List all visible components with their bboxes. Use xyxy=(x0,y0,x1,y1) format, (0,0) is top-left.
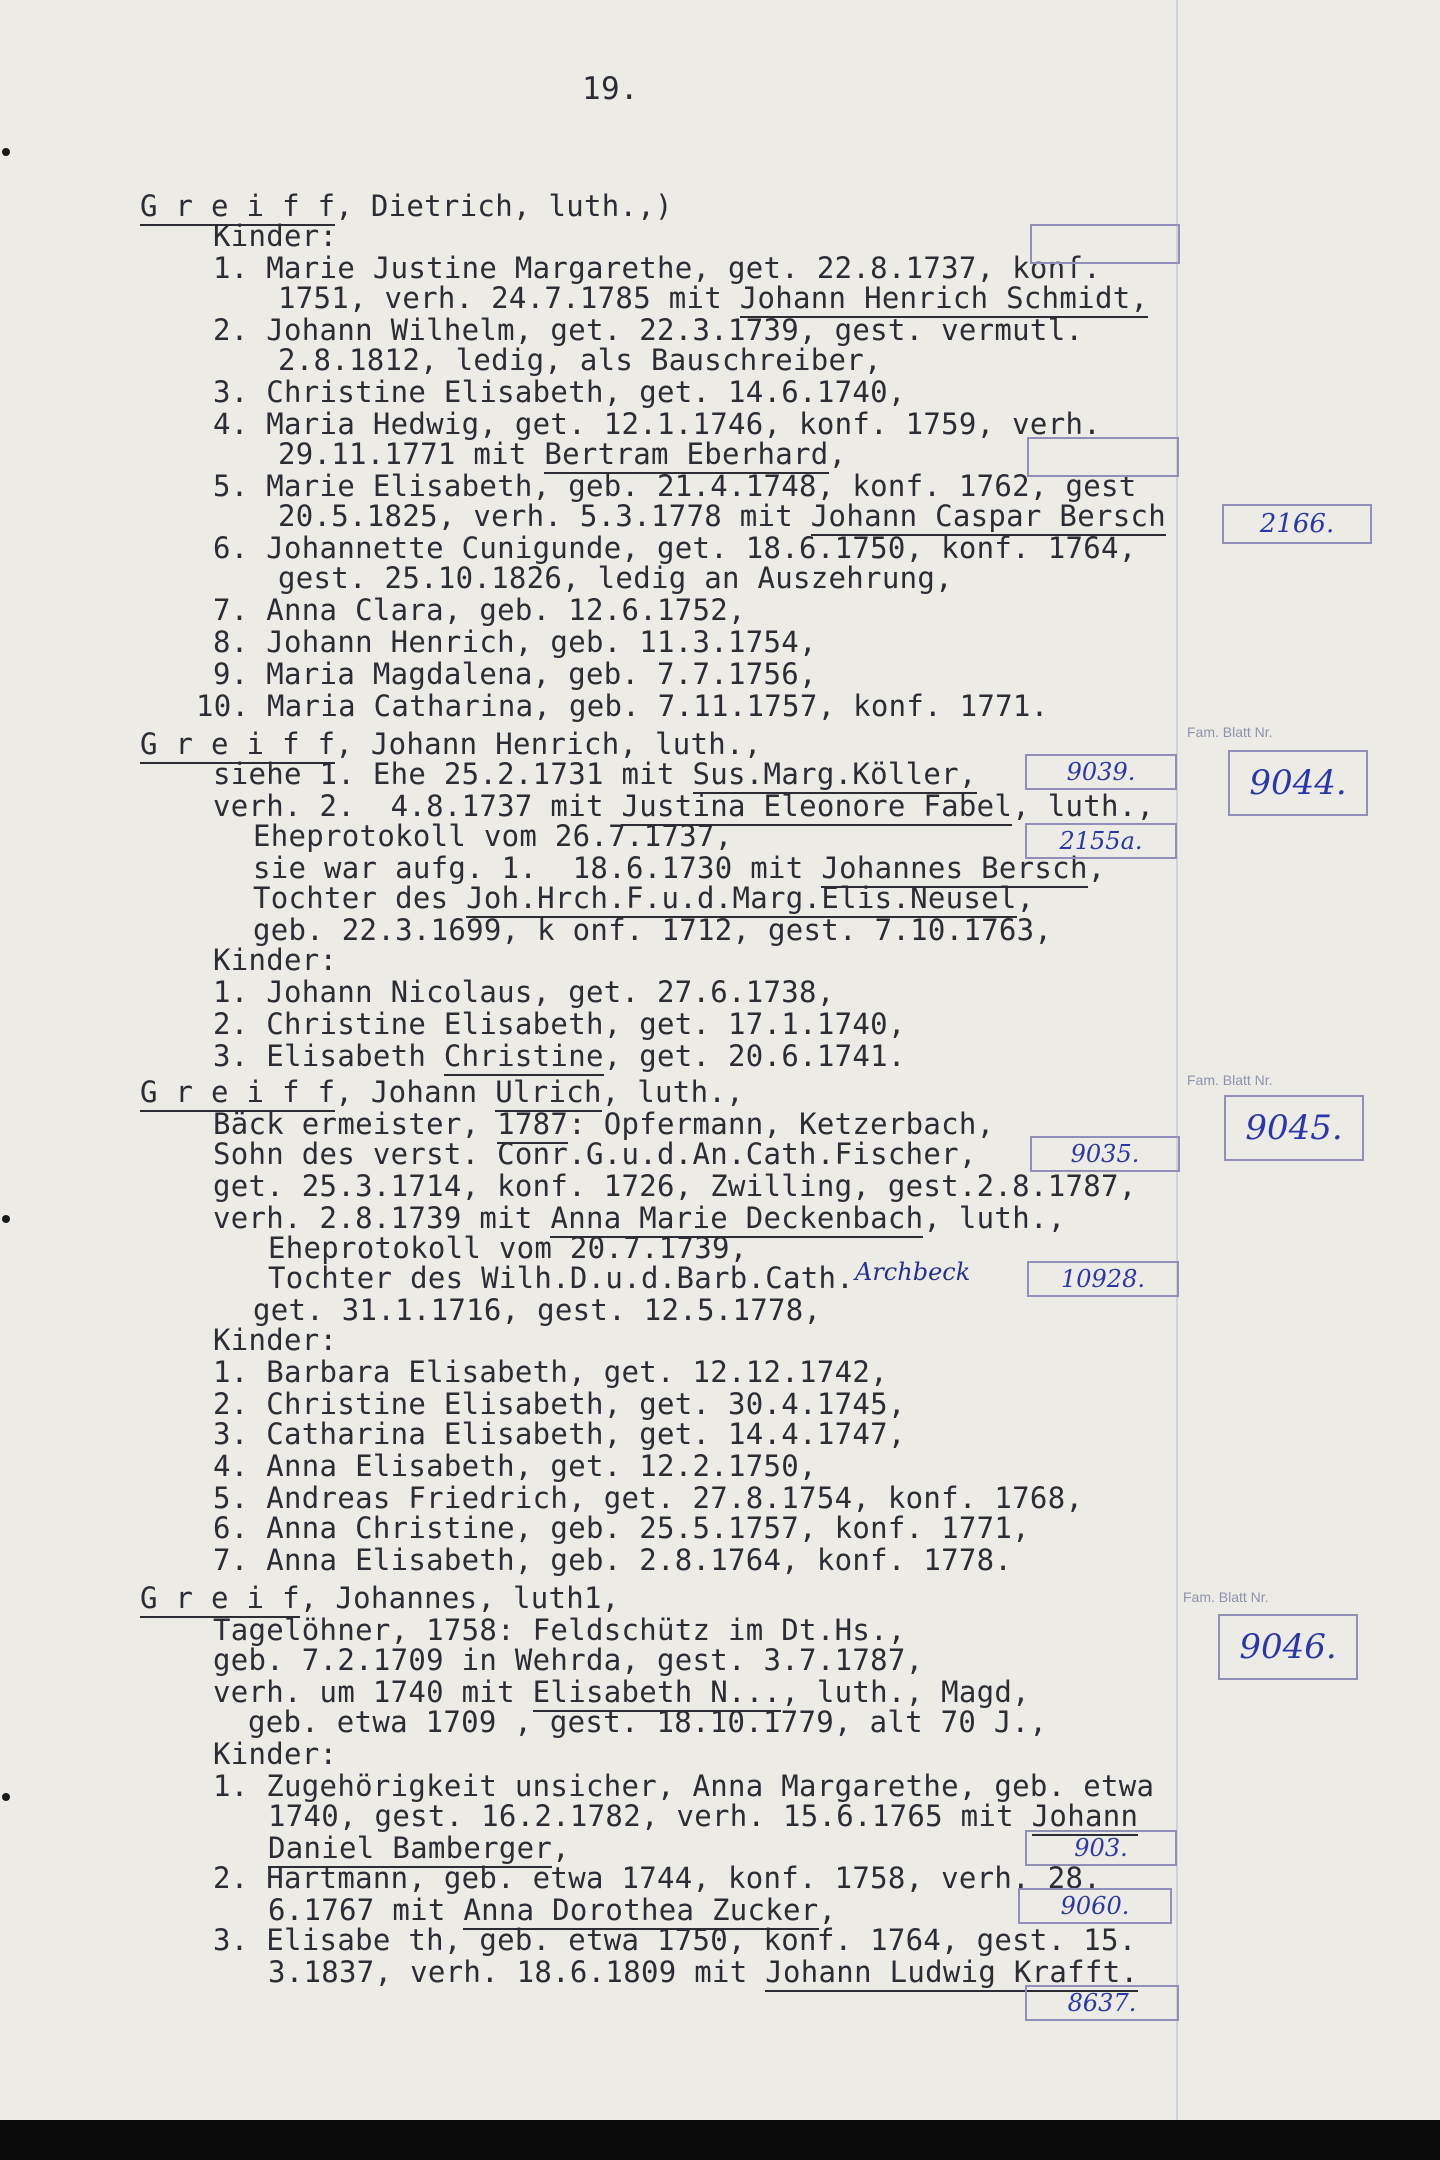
family-sheet-number-box xyxy=(1027,437,1179,477)
text-segment: , xyxy=(1087,851,1106,885)
underlined-name: Christine xyxy=(444,1039,604,1076)
text-segment: 10. Maria Catharina, geb. 7.11.1757, konf. 1771. xyxy=(196,689,1049,723)
text-segment: geb. 22.3.1699, k onf. 1712, gest. 7.10.1763, xyxy=(253,913,1053,947)
page-number: 19. xyxy=(582,71,639,107)
text-segment: 6. Anna Christine, geb. 25.5.1757, konf. 1771, xyxy=(213,1511,1030,1545)
text-segment: , xyxy=(828,437,847,471)
underlined-name: Elisabeth N... xyxy=(533,1675,782,1712)
text-segment: 2.8.1812, ledig, als Bauschreiber, xyxy=(278,343,882,377)
text-segment: 4. Maria Hedwig, get. 12.1.1746, konf. 1759, verh. xyxy=(213,407,1101,441)
underlined-name: Anna Dorothea Zucker xyxy=(463,1893,818,1930)
text-segment: 8. Johann Henrich, geb. 11.3.1754, xyxy=(213,625,817,659)
family-sheet-number-box: 9035. xyxy=(1030,1136,1180,1172)
text-segment: Eheprotokoll vom 20.7.1739, xyxy=(268,1231,748,1265)
underlined-name: G r e i f f xyxy=(140,1075,335,1112)
handwritten-note: Archbeck xyxy=(855,1258,971,1286)
text-line xyxy=(213,1389,906,1419)
text-segment: 2. Johann Wilhelm, get. 22.3.1739, gest. vermutl. xyxy=(213,313,1084,347)
text-segment: , luth., xyxy=(1012,789,1155,823)
family-sheet-number-box: 8637. xyxy=(1025,1985,1179,2021)
text-line xyxy=(268,1895,836,1925)
text-line xyxy=(196,691,1048,721)
text-line xyxy=(213,1545,1012,1575)
text-segment: : Opfermann, Ketzerbach, xyxy=(568,1107,995,1141)
family-sheet-number-box: 9045. xyxy=(1224,1095,1364,1161)
text-segment: 7. Anna Clara, geb. 12.6.1752, xyxy=(213,593,746,627)
text-segment: Tochter des Wilh.D.u.d.Barb.Cath. xyxy=(268,1261,855,1295)
underlined-name: Joh.Hrch.F.u.d.Marg.Elis.Neusel xyxy=(466,881,1017,918)
text-line xyxy=(213,977,835,1007)
text-segment: Tochter des xyxy=(253,881,467,915)
text-segment: 3. Elisabe th, geb. etwa 1750, konf. 1764, gest. 15. xyxy=(213,1923,1137,1957)
text-segment: , Johannes, luth1, xyxy=(299,1581,620,1615)
text-line xyxy=(213,627,817,657)
text-segment: verh. um 1740 mit xyxy=(213,1675,533,1709)
text-segment: , xyxy=(552,1831,570,1865)
text-line xyxy=(268,1233,748,1263)
text-line xyxy=(140,729,762,759)
text-line xyxy=(213,1203,1065,1233)
text-segment: 20.5.1825, verh. 5.3.1778 mit xyxy=(278,499,811,533)
text-line xyxy=(213,1451,817,1481)
text-line xyxy=(213,1109,994,1139)
text-line xyxy=(278,501,1166,531)
text-segment: Bäck ermeister, xyxy=(213,1107,498,1141)
punch-mark-icon xyxy=(2,148,10,156)
text-line xyxy=(213,1357,888,1387)
fam-blatt-label: Fam. Blatt Nr. xyxy=(1187,724,1273,740)
text-line xyxy=(278,283,1148,313)
text-segment: 3. Elisabeth xyxy=(213,1039,444,1073)
text-segment: 3. Catharina Elisabeth, get. 14.4.1747, xyxy=(213,1417,906,1451)
text-segment: 7. Anna Elisabeth, geb. 2.8.1764, konf. 1778. xyxy=(213,1543,1013,1577)
text-line xyxy=(253,883,1034,913)
underlined-name: Bertram Eberhard xyxy=(544,437,828,474)
text-segment: verh. 2. 4.8.1737 mit xyxy=(213,789,622,823)
text-segment: , Dietrich, luth.,) xyxy=(335,189,673,223)
underlined-name: Johann Ludwig Krafft. xyxy=(765,1955,1138,1992)
text-line xyxy=(213,759,977,789)
margin-rule xyxy=(1176,0,1178,2120)
text-segment: , xyxy=(1016,881,1035,915)
text-segment: 6.1767 mit xyxy=(268,1893,464,1927)
text-line xyxy=(213,1513,1030,1543)
text-segment: Kinder: xyxy=(213,219,338,253)
text-segment: 3.1837, verh. 18.6.1809 mit xyxy=(268,1955,766,1989)
text-segment: , luth., Magd, xyxy=(781,1675,1030,1709)
fam-blatt-label: Fam. Blatt Nr. xyxy=(1183,1589,1269,1605)
text-segment: Kinder: xyxy=(213,1323,338,1357)
text-segment: , luth., xyxy=(601,1075,744,1109)
text-line xyxy=(253,821,733,851)
text-line xyxy=(213,377,906,407)
text-line xyxy=(213,1139,977,1169)
text-segment: 5. Marie Elisabeth, geb. 21.4.1748, konf. 1762, gest xyxy=(213,469,1137,503)
text-line xyxy=(213,471,1137,501)
text-segment: Kinder: xyxy=(213,943,338,977)
text-line xyxy=(213,1615,906,1645)
text-segment: 9. Maria Magdalena, geb. 7.7.1756, xyxy=(213,657,817,691)
text-line xyxy=(253,1295,821,1325)
text-line xyxy=(213,1645,923,1675)
underlined-name: G r e i f f xyxy=(140,189,335,226)
text-segment: geb. 7.2.1709 in Wehrda, gest. 3.7.1787, xyxy=(213,1643,924,1677)
text-segment: 4. Anna Elisabeth, get. 12.2.1750, xyxy=(213,1449,817,1483)
family-sheet-number-box: 9060. xyxy=(1018,1888,1172,1924)
text-segment: Sohn des verst. Conr.G.u.d.An.Cath.Fischer, xyxy=(213,1137,977,1171)
text-line xyxy=(213,595,746,625)
text-line xyxy=(213,1925,1137,1955)
underlined-name: Anna Marie Deckenbach xyxy=(550,1201,923,1238)
text-line xyxy=(213,253,1101,283)
family-sheet-number-box: 9039. xyxy=(1025,754,1177,790)
text-line xyxy=(248,1707,1047,1737)
text-segment: Kinder: xyxy=(213,1737,338,1771)
underlined-name: Johann Caspar Bersch xyxy=(811,499,1166,536)
text-segment: 2. Christine Elisabeth, get. 17.1.1740, xyxy=(213,1007,906,1041)
text-segment: 1. Zugehörigkeit unsicher, Anna Margarethe, geb. etwa xyxy=(213,1769,1155,1803)
text-segment: get. 31.1.1716, gest. 12.5.1778, xyxy=(253,1293,822,1327)
text-line xyxy=(213,1771,1154,1801)
text-segment: , luth., xyxy=(923,1201,1066,1235)
text-segment: 6. Johannette Cunigunde, get. 18.6.1750, konf. 1764, xyxy=(213,531,1137,565)
text-line xyxy=(278,345,882,375)
text-line xyxy=(213,533,1137,563)
text-segment: 1. Barbara Elisabeth, get. 12.12.1742, xyxy=(213,1355,888,1389)
text-line xyxy=(213,659,817,689)
text-line xyxy=(140,191,673,221)
family-sheet-number-box: 903. xyxy=(1025,1830,1177,1866)
text-line xyxy=(278,439,846,469)
text-segment: , Johann xyxy=(335,1075,496,1109)
text-segment: 29.11.1771 mit xyxy=(278,437,545,471)
text-segment: gest. 25.10.1826, ledig an Auszehrung, xyxy=(278,561,953,595)
text-segment: geb. etwa 1709 , gest. 18.10.1779, alt 70 J., xyxy=(248,1705,1048,1739)
text-line xyxy=(213,1863,1101,1893)
text-segment: sie war aufg. 1. 18.6.1730 mit xyxy=(253,851,822,885)
text-line xyxy=(213,409,1101,439)
underlined-name: 1787 xyxy=(497,1107,568,1144)
underlined-name: Sus.Marg.Köller, xyxy=(693,757,977,794)
underlined-name: G r e i f xyxy=(140,1581,300,1618)
family-sheet-number-box: 9046. xyxy=(1218,1614,1358,1680)
family-sheet-number-box: 9044. xyxy=(1228,750,1368,816)
text-line xyxy=(253,853,1105,883)
text-segment: Tagelöhner, 1758: Feldschütz im Dt.Hs., xyxy=(213,1613,906,1647)
text-line xyxy=(140,1077,744,1107)
underlined-name: G r e i f f xyxy=(140,727,335,764)
underlined-name: Justina Eleonore Fabel xyxy=(621,789,1012,826)
text-segment: , xyxy=(818,1893,837,1927)
text-segment: 1. Marie Justine Margarethe, get. 22.8.1737, konf. xyxy=(213,251,1101,285)
text-line xyxy=(268,1263,854,1293)
text-line xyxy=(213,791,1154,821)
family-sheet-number-box: 10928. xyxy=(1027,1261,1179,1297)
text-segment: siehe 1. Ehe 25.2.1731 mit xyxy=(213,757,693,791)
text-line xyxy=(213,1739,337,1769)
punch-mark-icon xyxy=(2,1215,10,1223)
text-segment: verh. 2.8.1739 mit xyxy=(213,1201,551,1235)
text-line xyxy=(213,1041,906,1071)
text-line xyxy=(268,1801,1138,1831)
text-segment: 5. Andreas Friedrich, get. 27.8.1754, konf. 1768, xyxy=(213,1481,1084,1515)
text-line xyxy=(213,1419,906,1449)
text-line xyxy=(213,1677,1030,1707)
text-line xyxy=(213,315,1083,345)
text-segment: 2. Christine Elisabeth, get. 30.4.1745, xyxy=(213,1387,906,1421)
underlined-name: Johann Henrich Schmidt, xyxy=(740,281,1148,318)
underlined-name: Johannes Bersch xyxy=(821,851,1087,888)
text-line xyxy=(268,1833,570,1863)
underlined-name: Johann xyxy=(1032,1799,1139,1836)
family-sheet-number-box: 2166. xyxy=(1222,504,1372,544)
text-line xyxy=(140,1583,620,1613)
text-line xyxy=(213,1171,1137,1201)
underlined-name: Ulrich xyxy=(495,1075,602,1112)
text-line xyxy=(213,1483,1083,1513)
text-segment: 3. Christine Elisabeth, get. 14.6.1740, xyxy=(213,375,906,409)
text-segment: 1. Johann Nicolaus, get. 27.6.1738, xyxy=(213,975,835,1009)
text-line xyxy=(278,563,953,593)
text-line xyxy=(213,221,337,251)
text-segment: 1751, verh. 24.7.1785 mit xyxy=(278,281,740,315)
text-segment: 2. Hartmann, geb. etwa 1744, konf. 1758, verh. 28. xyxy=(213,1861,1101,1895)
text-segment: Eheprotokoll vom 26.7.1737, xyxy=(253,819,733,853)
text-line xyxy=(268,1957,1138,1987)
text-segment: , get. 20.6.1741. xyxy=(603,1039,906,1073)
fam-blatt-label: Fam. Blatt Nr. xyxy=(1187,1072,1273,1088)
text-segment: get. 25.3.1714, konf. 1726, Zwilling, gest.2.8.1787, xyxy=(213,1169,1137,1203)
text-line xyxy=(213,1325,337,1355)
family-sheet-number-box: 2155a. xyxy=(1025,823,1177,859)
text-line xyxy=(213,1009,906,1039)
family-sheet-number-box xyxy=(1030,224,1180,264)
text-line xyxy=(253,915,1052,945)
underlined-name: Daniel Bamberger xyxy=(268,1831,552,1868)
text-line xyxy=(213,945,337,975)
text-segment: , Johann Henrich, luth., xyxy=(335,727,762,761)
text-segment: 1740, gest. 16.2.1782, verh. 15.6.1765 mit xyxy=(268,1799,1032,1833)
punch-mark-icon xyxy=(2,1793,10,1801)
